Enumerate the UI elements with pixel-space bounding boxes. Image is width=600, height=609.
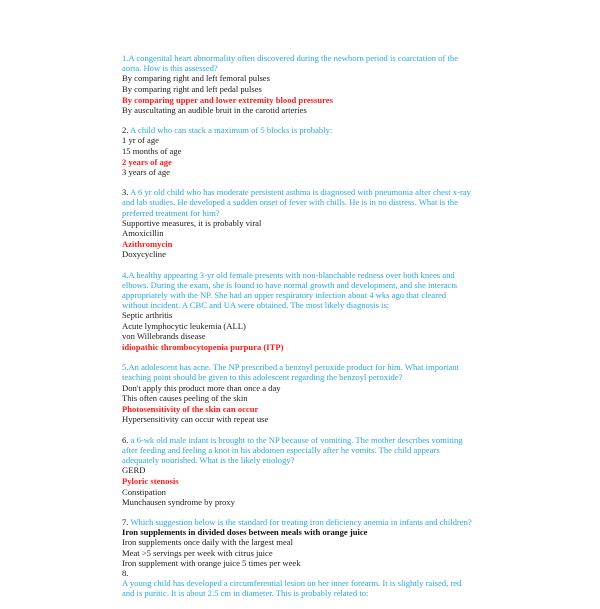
answer-option: GERD — [122, 465, 146, 476]
question-5 — [122, 362, 472, 424]
answer-option: Meat >5 servings per week with citrus juice — [122, 547, 273, 558]
question-stem: A young child has developed a circumferential lesion on her inner forearm. It is slightly raised, red and is puritic. It is about 2.5 cm in diameter. This is probably related to: — [122, 578, 462, 599]
correct-answer: Azithromycin — [122, 239, 173, 250]
answer-option: Supportive measures, it is probably viral — [122, 217, 262, 228]
answer-option: This often causes peeling of the skin — [122, 392, 248, 403]
answer-option: By auscultating an audible bruit in the carotid arteries — [122, 105, 307, 116]
answer-option: Don't apply this product more than once a day — [122, 382, 281, 393]
question-stem: 5.An adolescent has acne. The NP prescribed a benzoyl peroxide product for him. What important teaching point should be given to this adolescent regarding the benzoyl peroxide? — [122, 362, 460, 383]
question-stem: 6. a 6-wk old male infant is brought to the NP because of vomiting. The mother describes vomiting after feeding and feeling a knot in his abdomen especially after he vomits. The child appears adequately nourished. What is the likely etiology? — [122, 434, 463, 465]
answer-option: 3 years of age — [122, 167, 170, 178]
question-stem: 2. A child who can stack a maximum of 5 blocks is probably: — [122, 125, 333, 136]
answer-option: By comparing right and left femoral pulses — [122, 73, 270, 84]
answer-option: By comparing right and left pedal pulses — [122, 83, 262, 94]
question-2 — [122, 125, 472, 177]
answer-option: Constipation — [122, 486, 166, 497]
answer-option: Munchausen syndrome by proxy — [122, 496, 235, 507]
answer-option: Septic arthritis — [122, 310, 173, 321]
correct-answer: Pyloric stenosis — [122, 476, 179, 487]
answer-option: Iron supplements once daily with the largest meal — [122, 537, 293, 548]
question-6 — [122, 435, 472, 507]
question-stem: 4.A healthy appearing 3-yr old female presents with non-blanchable redness over both knees and elbows. During the exam, she is found to have normal growth and development, and she interacts appropriately with the NP. She had an upper respiratory infection about 4 wks ago that cleared without incident. A CBC and UA were obtained. The most likely diagnosis is: — [122, 269, 458, 311]
answer-option: Iron supplement with orange juice 5 times per week — [122, 557, 301, 568]
question-number: 8. — [122, 567, 129, 578]
answer-option: 1 yr of age — [122, 135, 159, 146]
correct-answer: Photosensitivity of the skin can occur — [122, 404, 259, 415]
answer-option: Doxycycline — [122, 249, 166, 260]
question-stem: 1.A congenital heart abnormality often discovered during the newborn period is coarctation of the aorta. How is this assessed? — [122, 53, 459, 74]
question-stem: 3. A 6 yr old child who has moderate persistent asthma is diagnosed with pneumonia after chest x-ray and lab studies. He developed a sudden onset of fever with chills. He is in no distress. What is the preferred treatment for him? — [122, 187, 471, 218]
answer-option: 15 months of age — [122, 145, 182, 156]
correct-answer: Iron supplements in divided doses between meals with orange juice — [122, 527, 368, 538]
question-7 — [122, 517, 472, 568]
answer-option: von Willebrands disease — [122, 330, 206, 341]
answer-option: Amoxicillin — [122, 228, 164, 239]
document-page — [122, 53, 472, 609]
question-8 — [122, 568, 472, 599]
question-3 — [122, 187, 472, 259]
answer-option: Hypersensitivity can occur with repeat use — [122, 414, 269, 425]
answer-option: Acute lymphocytic leukemia (ALL) — [122, 320, 246, 331]
question-stem: 7. Which suggestion below is the standard for treating iron deficiency anemia in infants and children? — [122, 516, 472, 527]
correct-answer: idiopathic thrombocytopenia purpura (ITP) — [122, 342, 284, 353]
question-4 — [122, 270, 472, 353]
correct-answer: 2 years of age — [122, 156, 172, 167]
correct-answer: By comparing upper and lower extremity blood pressures — [122, 94, 333, 105]
question-1 — [122, 53, 472, 115]
